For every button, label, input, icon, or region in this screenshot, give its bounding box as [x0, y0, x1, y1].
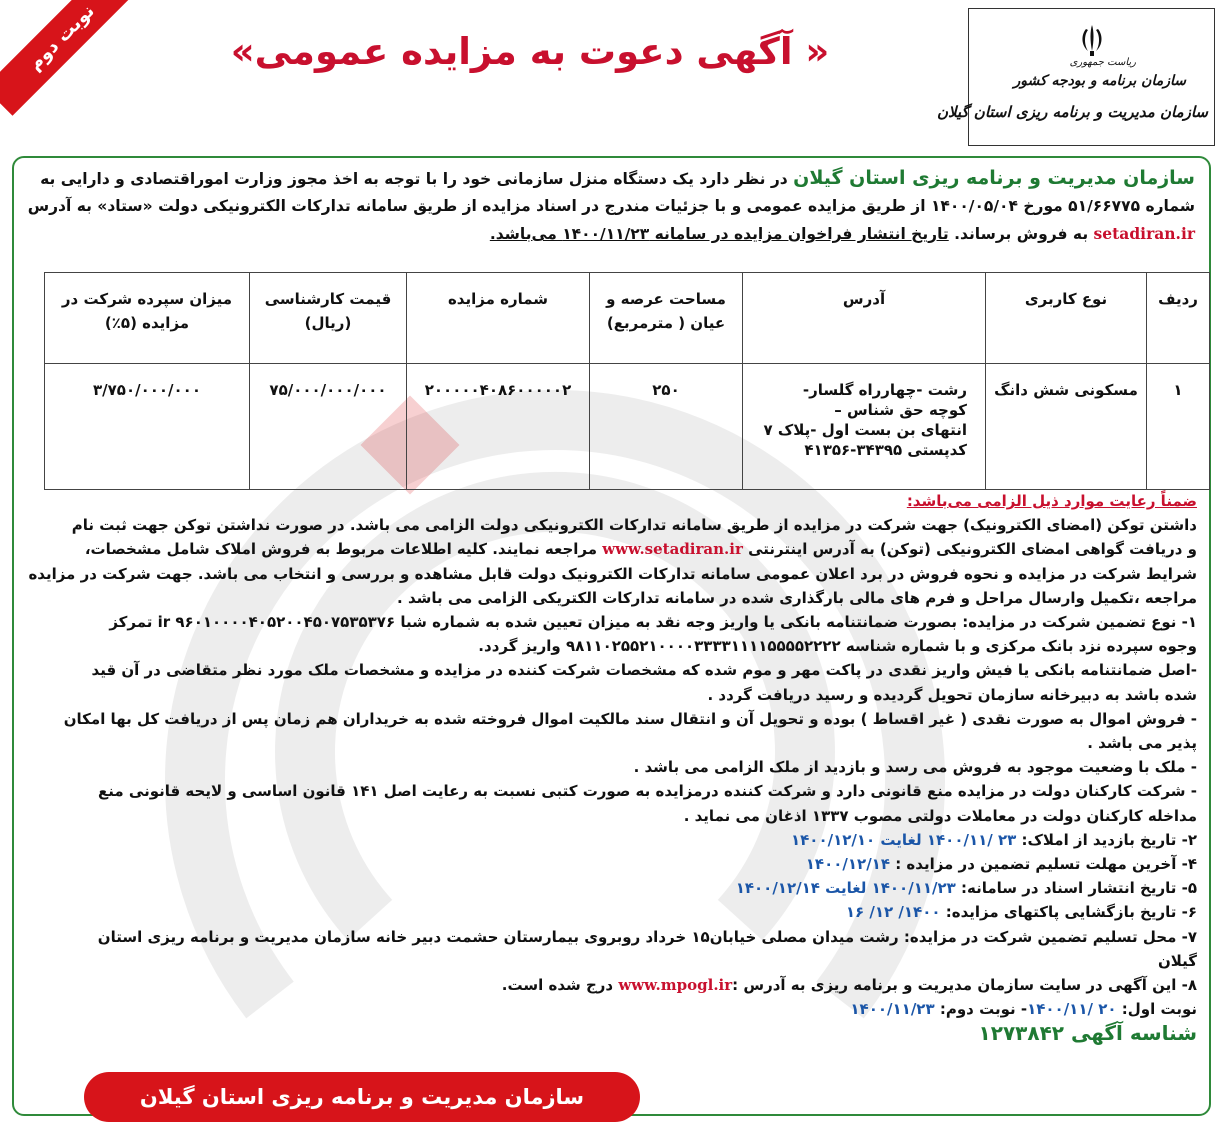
cond-p6-l2: مداخله کارکنان دولت در معاملات دولتی مصوب ۱۳۳۷ اذغان می نماید . [683, 806, 1197, 825]
logo-line-3: سازمان مدیریت و برنامه ریزی استان گیلان [936, 103, 1208, 121]
cell-index: ۱ [1147, 364, 1210, 490]
cond-p4-l2: پذیر می باشد . [1087, 734, 1197, 753]
publish-dates [25, 997, 1197, 1021]
setadiran-www-link[interactable]: www.setadiran.ir [602, 540, 743, 559]
cond-p1-l1: داشتن توکن (امضای الکترونیک) جهت شرکت در مزایده از طریق سامانه تدارکات الکترونیکی دولت الزامی می باشد. در صورت نداشتن توکن جهت ثبت نام [71, 516, 1197, 535]
logo-box [936, 8, 1215, 146]
nobat-second-date: ۱۴۰۰/۱۱/۲۳ [850, 1000, 935, 1019]
header-address: آدرس [743, 273, 986, 364]
cell-area: ۲۵۰ [590, 364, 743, 490]
logo-line-1: ریاست جمهوری [1069, 57, 1136, 68]
conditions-section [25, 489, 1197, 1048]
item-8-b: درج شده است. [501, 976, 619, 995]
table-row [45, 364, 1210, 490]
cell-auction-number: ۲۰۰۰۰۰۴۰۸۶۰۰۰۰۰۲ [407, 364, 590, 490]
cond-p3-l2: شده باشد به دبیرخانه سازمان تحویل گردیده و رسید دریافت گردد . [707, 685, 1197, 704]
item-6-value: ۱۴۰۰/ ۱۲/ ۱۶ [845, 903, 941, 922]
intro-line-3-mid: به فروش برساند. [948, 225, 1094, 243]
item-5-label: ۵- تاریخ انتشار اسناد در سامانه: [955, 879, 1197, 898]
conditions-heading: ضمناً رعایت موارد ذیل الزامی می‌باشد: [906, 492, 1197, 510]
item-7-l2: گیلان [1157, 951, 1197, 970]
cond-p1-l4: مراجعه ،تکمیل وارسال مراحل و فرم های مالی بارگذاری شده در سامانه تدارکات الکتریکی الزامی می باشد . [397, 588, 1197, 607]
address-line-2: کوچه حق شناس – [834, 401, 967, 419]
header-index: ردیف [1147, 273, 1210, 364]
item-4-label: ۴- آخرین مهلت تسلیم تضمین در مزایده : [889, 855, 1197, 874]
table-header-row [45, 273, 1210, 364]
cond-p2-l2: وجوه سپرده نزد بانک مرکزی و با شماره شناسه ۹۸۱۱۰۲۵۵۲۱۰۰۰۰۳۳۳۳۱۱۱۱۵۵۵۵۲۲۲۲ واریز گردد. [478, 637, 1197, 656]
auction-table [44, 272, 1210, 490]
item-5-value: ۱۴۰۰/۱۱/۲۳ لغایت ۱۴۰۰/۱۲/۱۴ [735, 879, 956, 898]
item-2-label: ۲- تاریخ بازدید از املاک: [1016, 830, 1197, 849]
intro-paragraph [25, 165, 1195, 248]
address-line-1: رشت -چهارراه گلسار- [802, 381, 967, 399]
nobat-second-label: - نوبت دوم: [934, 1000, 1028, 1019]
cond-p2-l1: ۱- نوع تضمین شرکت در مزایده: بصورت ضمانتنامه بانکی یا واریز وجه نقد به میزان تعیین شده به شماره شبا ir ۹۶۰۱۰۰۰۰۴۰۵۲۰۰۴۵۰۷۵۳۵۳۷۶ تمرکز [109, 613, 1197, 632]
nobat-first-label: نوبت اول: [1116, 1000, 1197, 1019]
ad-id [25, 1021, 1197, 1047]
address-line-4: کدپستی ۳۴۳۹۵-۴۱۳۵۶ [804, 441, 967, 459]
cond-p5: - ملک با وضعیت موجود به فروش می رسد و بازدید از ملک الزامی می باشد . [633, 758, 1197, 777]
header-deposit: میزان سپرده شرکت در مزایده (۵٪) [45, 273, 250, 364]
setadiran-link[interactable]: setadiran.ir [1093, 224, 1195, 243]
publish-date-note: تاریخ انتشار فراخوان مزایده در سامانه ۱۴۰۰/۱۱/۲۳ می‌باشد. [489, 225, 949, 243]
logo-line-2: سازمان برنامه و بودجه کشور [1013, 73, 1186, 89]
iran-emblem-icon [1077, 23, 1107, 57]
nobat-first-date: ۲۰ /۱۴۰۰/۱۱ [1027, 1000, 1117, 1019]
item-2 [25, 828, 1197, 852]
header-price: قیمت کارشناسی (ریال) [250, 273, 407, 364]
item-6-label: ۶- تاریخ بازگشایی پاکتهای مزایده: [940, 903, 1197, 922]
cell-address [743, 364, 986, 490]
cond-p1-l2-b: مراجعه نمایند. کلیه اطلاعات مربوط به فروش املاک شامل مشخصات، [84, 540, 603, 559]
header-area: مساحت عرصه و عیان ( مترمربع) [590, 273, 743, 364]
item-5 [25, 876, 1197, 900]
ad-id-label: شناسه آگهی [1064, 1021, 1197, 1046]
header-usage: نوع کاربری [986, 273, 1147, 364]
cond-p1-l2-a: و دریافت گواهی امضای الکترونیکی (توکن) به آدرس اینترنتی [742, 540, 1197, 559]
cond-p3-l1: -اصل ضمانتنامه بانکی یا فیش واریز نقدی در پاکت مهر و موم شده که مشخصات شرکت کننده در مزایده و مشخصات ملک مورد نظر متقاضی در آن قید [91, 661, 1197, 680]
item-8-a: ۸- این آگهی در سایت سازمان مدیریت و برنامه ریزی به آدرس : [732, 976, 1197, 995]
cond-p1-l3: شرایط شرکت در مزایده و نحوه فروش در برد اعلان عمومی سامانه تدارکات الکترونیک دولت قابل مشاهده و بررسی و انتخاب می باشد. جهت شرکت در مزایده [28, 564, 1197, 583]
item-8 [25, 973, 1197, 997]
intro-line-2: شماره ۵۱/۶۶۷۷۵ مورخ ۱۴۰۰/۰۵/۰۴ از طریق مزایده عمومی و با جزئیات مندرج در اسناد مزایده از طریق سامانه تدارکات الکترونیکی دولت «ستاد» به آدرس [27, 197, 1195, 215]
cell-usage: مسکونی شش دانگ [986, 364, 1147, 490]
cell-deposit: ۳/۷۵۰/۰۰۰/۰۰۰ [45, 364, 250, 490]
second-notice-ribbon: نوبت دوم [0, 0, 140, 116]
address-line-3: انتهای بن بست اول -پلاک ۷ [763, 421, 967, 439]
item-7-l1: ۷- محل تسلیم تضمین شرکت در مزایده: رشت میدان مصلی خیابان۱۵ خرداد روبروی بیمارستان حشمت دبیر خانه سازمان مدیریت و برنامه ریزی استان [97, 927, 1197, 946]
cell-price: ۷۵/۰۰۰/۰۰۰/۰۰۰ [250, 364, 407, 490]
cond-p6-l1: - شرکت کارکنان دولت در مزایده منع قانونی دارد و شرکت کننده درمزایده به صورت کتبی نسبت به رعایت اصل ۱۴۱ قانون اساسی و لایحه قانونی منع [98, 782, 1197, 801]
item-2-value: ۲۳ /۱۴۰۰/۱۱ لغایت ۱۴۰۰/۱۲/۱۰ [790, 830, 1017, 849]
cond-p1-l2 [25, 537, 1197, 561]
header-auction-number: شماره مزایده [407, 273, 590, 364]
item-4 [25, 852, 1197, 876]
intro-line-3 [25, 220, 1195, 248]
mpogl-link[interactable]: www.mpogl.ir [618, 976, 733, 995]
cond-p4-l1: - فروش اموال به صورت نقدی ( غیر اقساط ) بوده و تحویل آن و انتقال سند مالکیت اموال فروخته شده به خریداران هم زمان پس از دریافت کل بها امکان [63, 709, 1197, 728]
intro-line-1 [25, 165, 1195, 193]
intro-org-name: سازمان مدیریت و برنامه ریزی استان گیلان [793, 167, 1195, 189]
item-4-value: ۱۴۰۰/۱۲/۱۴ [805, 855, 890, 874]
page-title: « آگهی دعوت به مزایده عمومی» [230, 30, 830, 73]
intro-line-1-text: در نظر دارد یک دستگاه منزل سازمانی خود را با توجه به اخذ مجوز وزارت اموراقتصادی و دارایی به [40, 170, 794, 188]
footer-org-bar: سازمان مدیریت و برنامه ریزی استان گیلان [84, 1072, 640, 1122]
item-6 [25, 900, 1197, 924]
ad-id-value: ۱۲۷۳۸۴۲ [978, 1021, 1064, 1046]
